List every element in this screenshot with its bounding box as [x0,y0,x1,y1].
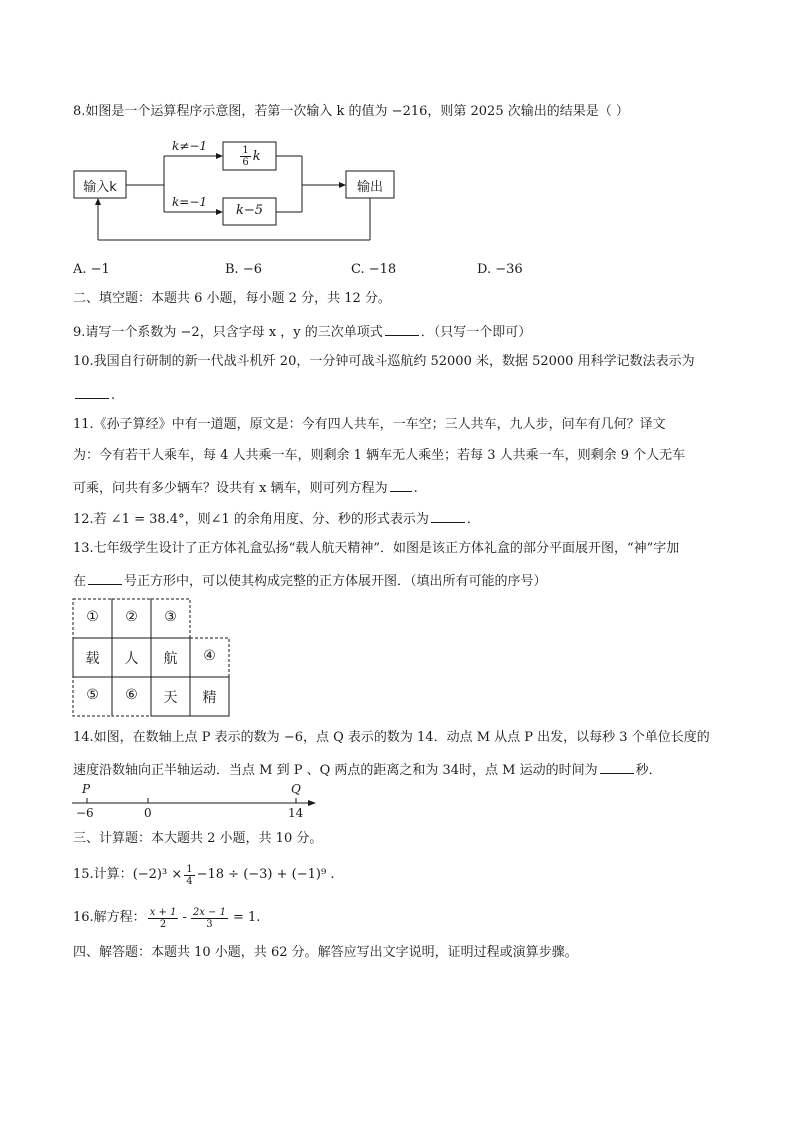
q9-text: 9.请写一个系数为 −2，只含字母 x ，y 的三次单项式 [73,325,383,340]
q16 [73,903,260,933]
section3-heading: 三、计算题：本大题共 2 小题，共 10 分。 [73,831,323,846]
q15-frac-den: 4 [186,875,193,887]
q16-fraction-1 [148,907,179,930]
flow-top-den: 6 [242,156,249,168]
grid-cell-jing: 精 [202,690,217,706]
q16-f1-den: 2 [159,918,167,930]
q16-prefix: 16.解方程： [73,910,146,925]
grid-cell-2: ② [125,609,138,625]
q8-option-b: B. −6 [225,262,262,277]
flow-cond-bottom: k=−1 [172,195,208,209]
q9-text-after: ．（只写一个即可） [420,325,532,340]
grid-cell-hang: 航 [163,651,178,667]
grid-cell-zai: 载 [85,651,100,667]
q15-frac-num: 1 [186,863,193,875]
q15-expr-b: −18 ÷ (−3) + (−1)⁹ . [196,867,335,882]
q16-f2-den: 3 [206,918,213,930]
grid-cell-3: ③ [164,609,177,625]
flow-cond-top: k≠−1 [172,139,208,153]
q16-fraction-2 [191,907,228,930]
section2-heading: 二、填空题：本题共 6 小题，每小题 2 分，共 12 分。 [73,291,391,306]
q16-f1-num: x + 1 [149,906,177,918]
flow-input-label: 输入k [83,180,117,195]
q12-text: 12.若 ∠1 = 38.4°，则∠1 的余角用度、分、秒的形式表示为 [73,512,429,527]
q15-fraction [184,864,194,887]
q16-f2-num: 2x − 1 [192,906,226,918]
q14-line1: 14.如图，在数轴上点 P 表示的数为 −6，点 Q 表示的数为 14．动点 M 从点 P 出发，以每秒 3 个单位长度的 [73,730,710,745]
q8-option-c: C. −18 [351,262,397,277]
q16-rhs: = 1. [232,910,261,925]
axis-label-p: P [82,782,91,796]
q15-expr-a: (−2)³ × [132,867,183,882]
q15 [73,860,334,890]
grid-cell-5: ⑤ [86,687,99,703]
q8-text: 8.如图是一个运算程序示意图，若第一次输入 k 的值为 −216，则第 2025 次输出的结果是（ ） [73,104,629,119]
q13-line1: 13.七年级学生设计了正方体礼盒弘扬“载人航天精神”．如图是该正方体礼盒的部分平面展开图，“神”字加 [73,541,680,556]
axis-tick-14: 14 [288,806,304,820]
q13-line2-text: 在 [73,574,87,589]
q8-option-d: D. −36 [477,262,523,277]
axis-tick-0: 0 [144,806,152,820]
grid-cell-1: ① [86,609,99,625]
flow-bottom-op: k−5 [235,203,264,218]
flow-top-var: k [252,148,261,164]
q14-line2-after: 秒． [635,763,662,778]
q16-minus: - [182,910,187,925]
q14-line2-text: 速度沿数轴向正半轴运动．当点 M 到 P 、Q 两点的距离之和为 34时，点 M 运动的时间为 [73,763,598,778]
q10-line1: 10.我国自行研制的新一代战斗机歼 20，一分钟可战斗巡航约 52000 米，数据 52000 用科学记数法表示为 [73,354,695,369]
axis-label-q: Q [291,782,301,796]
q10-after: . [111,388,116,403]
section4-heading: 四、解答题：本题共 10 小题，共 62 分。解答应写出文字说明，证明过程或演算步骤。 [73,945,578,960]
axis-tick-neg6: −6 [76,806,94,820]
flow-top-num: 1 [242,144,249,156]
q12-after: ． [466,512,480,527]
q11-line1: 11.《孙子算经》中有一道题，原文是：今有四人共车，一车空；三人共车，九人步，问车有几何？译文 [73,417,666,432]
q11-line3-after: . [413,481,418,496]
flow-output-label: 输出 [356,180,383,195]
grid-cell-4: ④ [203,648,216,664]
grid-cell-ren: 人 [124,651,139,667]
q13-line2-after: 号正方形中，可以使其构成完整的正方体展开图．（填出所有可能的序号） [124,574,547,589]
q11-line3-text: 可乘，问共有多少辆车？设共有 x 辆车，则可列方程为 [73,481,388,496]
grid-cell-6: ⑥ [125,687,138,703]
q8-option-a: A. −1 [73,262,110,277]
q11-line2: 为：今有若干人乘车，每 4 人共乘一车，则剩余 1 辆车无人乘坐；若每 3 人共乘一车，则剩余 9 个人无车 [73,448,686,463]
q15-prefix: 15.计算： [73,867,133,882]
grid-cell-tian: 天 [163,690,178,706]
